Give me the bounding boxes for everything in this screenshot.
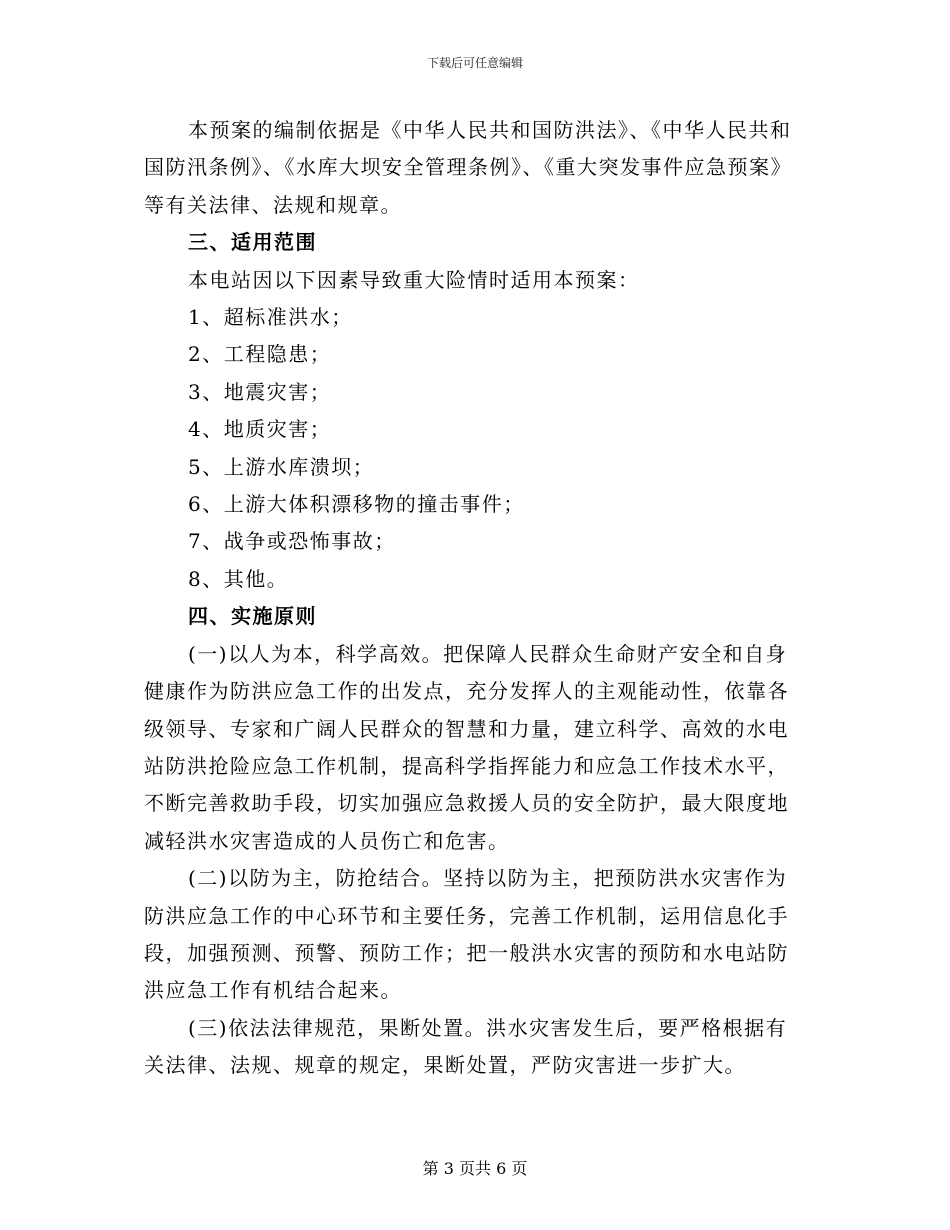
document-body: [144, 112, 804, 1085]
section-heading-scope: 三、适用范围: [188, 230, 317, 255]
list-item: 7、战争或恐怖事故；: [188, 529, 396, 554]
list-item: 8、其他。: [188, 566, 289, 591]
list-item: 4、地质灾害；: [188, 417, 332, 442]
list-item: 5、上游水库溃坝；: [188, 454, 375, 479]
page-header: 下载后可任意编辑: [426, 56, 523, 70]
principle-paragraph: (三)依法法律规范，果断处置。洪水灾害发生后，要严格根据有关法律、法规、规章的规定，果断处置，严防灾害进一步扩大。: [144, 1015, 788, 1078]
paragraph-basis: 本预案的编制依据是《中华人民共和国防洪法》、《中华人民共和国防汛条例》、《水库大坝安全管理条例》、《重大突发事件应急预案》等有关法律、法规和规章。: [144, 118, 792, 217]
list-item: 1、超标准洪水；: [188, 305, 353, 330]
list-item: 6、上游大体积漂移物的撞击事件；: [188, 492, 525, 517]
list-item: 3、地震灾害；: [188, 379, 332, 404]
principle-paragraph: (一)以人为本，科学高效。把保障人民群众生命财产安全和自身健康作为防洪应急工作的出发点，充分发挥人的主观能动性，依靠各级领导、专家和广阔人民群众的智慧和力量，建立科学、高效的水电站防洪抢险应急工作机制，提高科学指挥能力和应急工作技术水平，不断完善救助手段，切实加强应急救援人员的安全防护，最大限度地减轻洪水灾害造成的人员伤亡和危害。: [144, 641, 789, 853]
list-item: 2、工程隐患；: [188, 342, 332, 367]
section-heading-principles: 四、实施原则: [188, 604, 317, 629]
scope-intro: 本电站因以下因素导致重大险情时适用本预案：: [188, 267, 640, 292]
principle-paragraph: (二)以防为主，防抢结合。坚持以防为主，把预防洪水灾害作为防洪应急工作的中心环节和主要任务，完善工作机制，运用信息化手段，加强预测、预警、预防工作；把一般洪水灾害的预防和水电站防洪应急工作有机结合起来。: [144, 866, 789, 1003]
page-number: 第 3 页共 6 页: [422, 1159, 528, 1178]
